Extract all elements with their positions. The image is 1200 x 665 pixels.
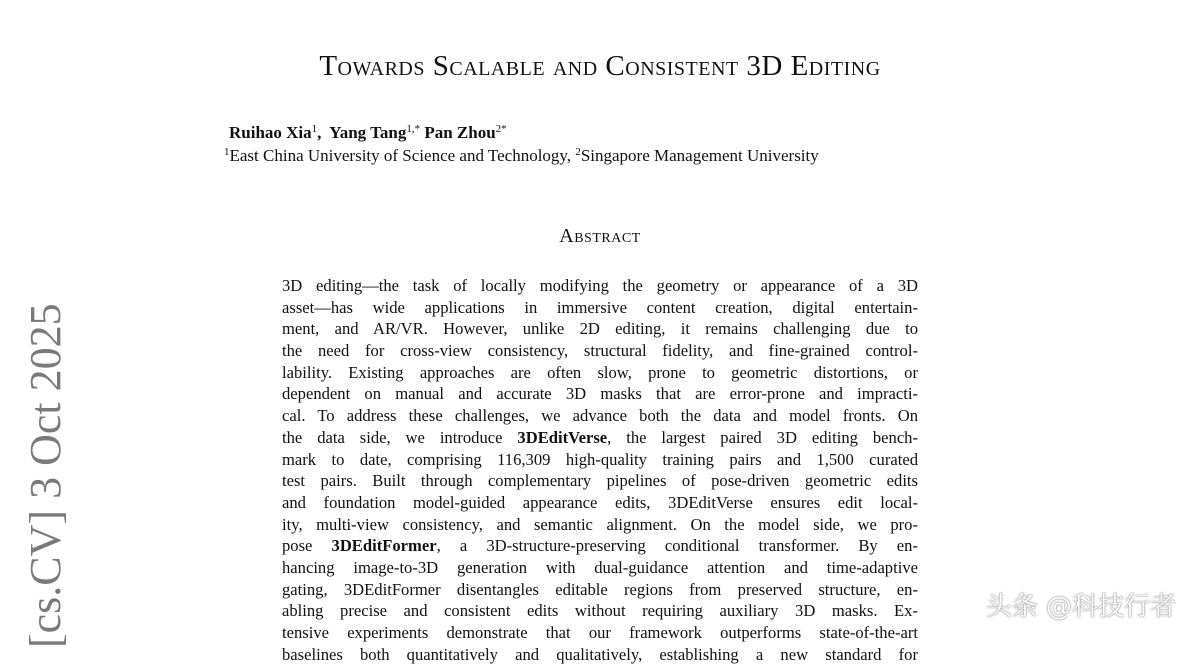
abstract-line: pose 3DEditFormer, a 3D-structure-preserving conditional transformer. By en- [282, 536, 918, 556]
author-name: Yang Tang [329, 123, 407, 142]
abstract-line: mark to date, comprising 116,309 high-quality training pairs and 1,500 curated [282, 449, 918, 469]
author-affil-sup: 1,* [406, 123, 421, 135]
affil-sup: 2 [575, 146, 581, 158]
affiliations [224, 146, 819, 166]
abstract-line: 3D editing—the task of locally modifying the geometry or appearance of a 3D [282, 276, 918, 295]
abstract-line: and foundation model-guided appearance edits, 3DEditVerse ensures edit local- [282, 492, 918, 512]
abstract-line: baselines both quantitatively and qualitatively, establishing a new standard for [282, 644, 918, 664]
abstract-line: the need for cross-view consistency, structural fidelity, and fine-grained control- [282, 341, 918, 361]
abstract-bold-term: 3DEditVerse [517, 427, 608, 447]
author-affil-sup: 1 [311, 123, 318, 135]
paper-title: Towards Scalable and Consistent 3D Editing [319, 50, 881, 82]
author-name: Pan Zhou [424, 123, 496, 142]
abstract-body [282, 275, 918, 665]
abstract-line: gating, 3DEditFormer disentangles editable regions from preserved structure, en- [282, 579, 918, 599]
abstract-heading: Abstract [559, 225, 641, 247]
author-list: Ruihao Xia$^1$, Yang Tang$^{1,*}$ Pan Zhou$^{2*}$ [229, 123, 507, 142]
abstract-line: dependent on manual and accurate 3D masks that are error-prone and impracti- [282, 384, 918, 404]
watermark: 头条 @科技行者 [985, 592, 1176, 622]
abstract-line: tensive experiments demonstrate that our framework outperforms state-of-the-art [282, 623, 918, 642]
abstract-line: the data side, we introduce 3DEditVerse, the largest paired 3D editing bench- [282, 427, 919, 447]
affil-name: East China University of Science and Technology, [229, 146, 572, 165]
abstract-bold-term: 3DEditFormer [331, 536, 437, 556]
affil-name: Singapore Management University [580, 146, 819, 165]
abstract-line: ment, and AR/VR. However, unlike 2D editing, it remains challenging due to [282, 319, 918, 339]
abstract-line: abling precise and consistent edits without requiring auxiliary 3D masks. Ex- [282, 601, 918, 621]
abstract-line: hancing image-to-3D generation with dual-guidance attention and time-adaptive [282, 557, 918, 577]
abstract-line: cal. To address these challenges, we advance both the data and model fronts. On [282, 406, 918, 426]
abstract-line: asset—has wide applications in immersive content creation, digital entertain- [282, 297, 918, 317]
affil-sup: 1 [224, 146, 230, 158]
arxiv-stamp: [cs.CV] 3 Oct 2025 [21, 303, 70, 648]
author-name: Ruihao Xia [229, 123, 312, 142]
abstract-line: test pairs. Built through complementary pipelines of pose-driven geometric edits [282, 471, 918, 491]
abstract-line: ity, multi-view consistency, and semantic alignment. On the model side, we pro- [282, 514, 918, 534]
abstract-line: lability. Existing approaches are often slow, prone to geometric distortions, or [282, 362, 918, 382]
author-affil-sup: 2* [495, 123, 507, 135]
